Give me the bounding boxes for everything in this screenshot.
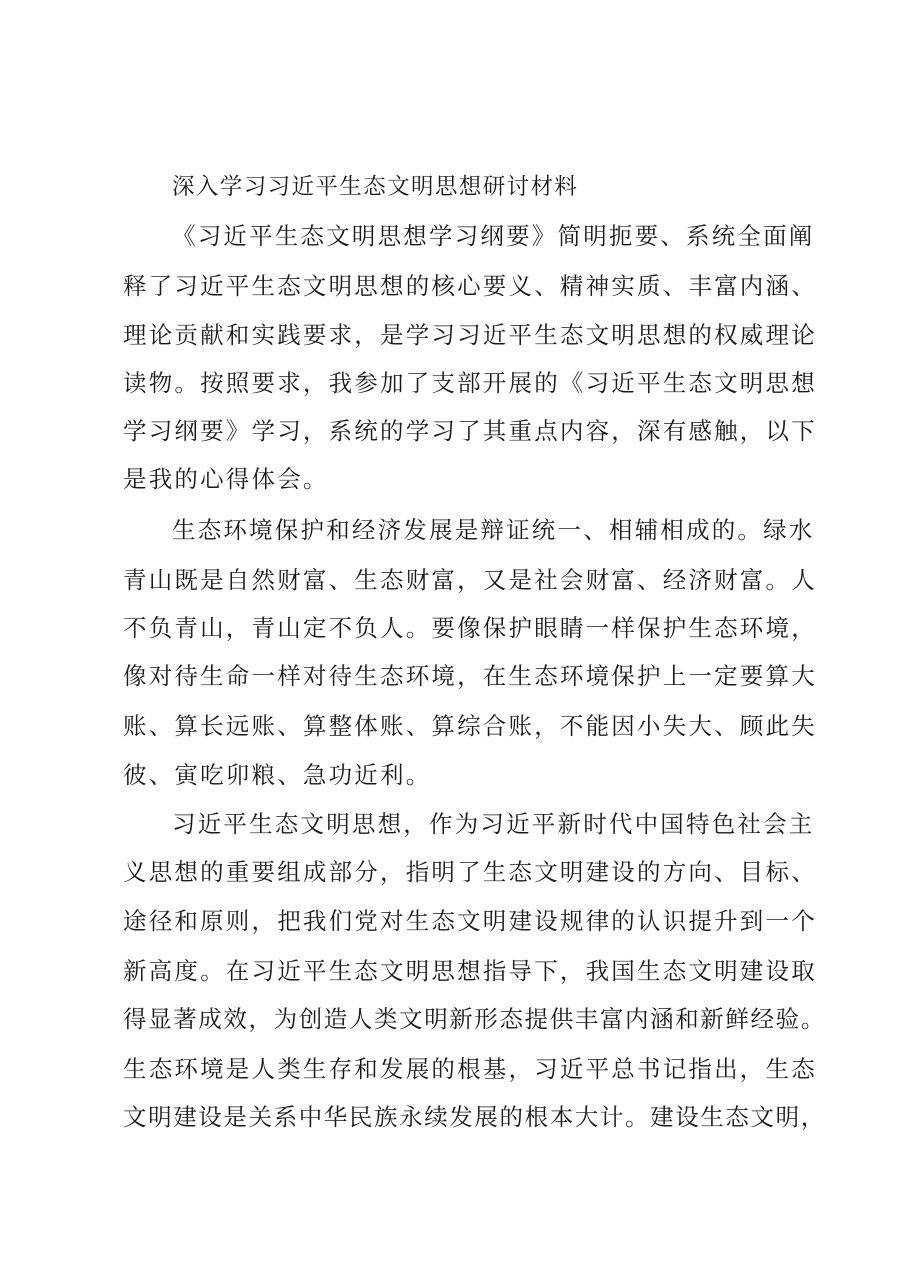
paragraph-line: 是我的心得体会。 [123, 465, 329, 493]
paragraph-line: 读物。按照要求，我参加了支部开展的《习近平生态文明思想 [123, 369, 817, 397]
paragraph-line: 生态环境保护和经济发展是辩证统一、相辅相成的。绿水 [172, 516, 815, 544]
paragraph-line: 青山既是自然财富、生态财富，又是社会财富、经济财富。人 [123, 566, 817, 594]
paragraph-line: 像对待生命一样对待生态环境，在生态环境保护上一定要算大 [123, 662, 817, 690]
paragraph-line: 不负青山，青山定不负人。要像保护眼睛一样保护生态环境， [123, 614, 817, 642]
paragraph-line: 账、算长远账、算整体账、算综合账，不能因小失大、顾此失 [123, 712, 817, 740]
paragraph-line: 文明建设是关系中华民族永续发展的根本大计。建设生态文明， [123, 1103, 826, 1131]
paragraph-line: 《习近平生态文明思想学习纲要》简明扼要、系统全面阐 [172, 222, 815, 250]
paragraph-line: 义思想的重要组成部分，指明了生态文明建设的方向、目标、 [123, 858, 817, 886]
paragraph-line: 习近平生态文明思想，作为习近平新时代中国特色社会主 [172, 810, 815, 838]
paragraph-line: 彼、寅吃卯粮、急功近利。 [123, 761, 432, 789]
paragraph-line: 学习纲要》学习，系统的学习了其重点内容，深有感触，以下 [123, 417, 817, 445]
paragraph-line: 途径和原则，把我们党对生态文明建设规律的认识提升到一个 [123, 907, 817, 935]
paragraph-line: 释了习近平生态文明思想的核心要义、精神实质、丰富内涵、 [123, 272, 817, 300]
paragraph-line: 生态环境是人类生存和发展的根基，习近平总书记指出，生态 [123, 1055, 817, 1083]
document-title: 深入学习习近平生态文明思想研讨材料 [172, 174, 579, 200]
paragraph-line: 理论贡献和实践要求，是学习习近平生态文明思想的权威理论 [123, 321, 817, 349]
paragraph-line: 新高度。在习近平生态文明思想指导下，我国生态文明建设取 [123, 957, 817, 985]
paragraph-line: 得显著成效，为创造人类文明新形态提供丰富内涵和新鲜经验。 [123, 1005, 826, 1033]
